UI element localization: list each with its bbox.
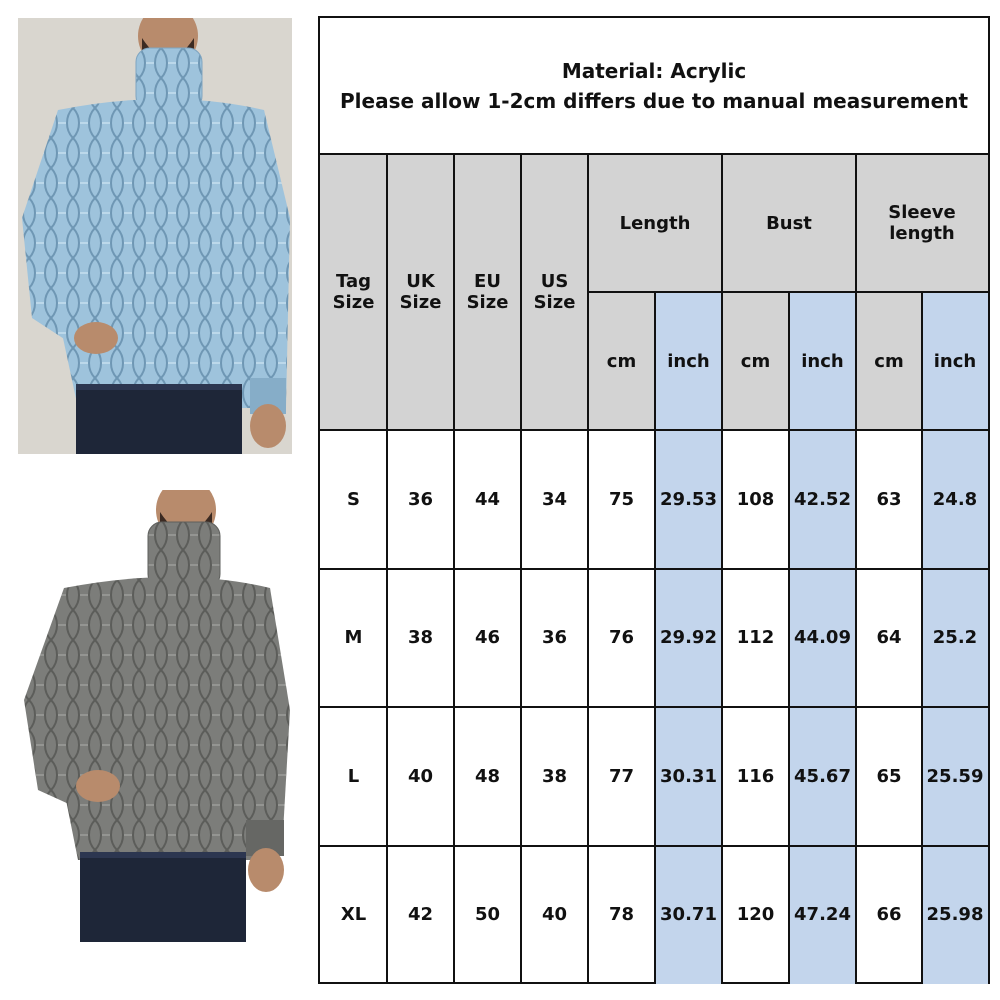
product-photos (0, 0, 318, 1000)
grid-line (921, 292, 923, 984)
cell-us-size: 34 (541, 488, 568, 510)
cell-us-size: 40 (541, 904, 568, 926)
cell-sleeve-inch: 25.2 (922, 569, 988, 708)
cell-tag-size: M (344, 627, 363, 649)
grid-line (453, 154, 455, 984)
size-chart (318, 16, 990, 984)
cell-bust-inch: 44.09 (789, 569, 856, 708)
cell-uk-size: 42 (407, 904, 434, 926)
header-length: Length (588, 154, 722, 292)
cell-tag-size: S (347, 488, 360, 510)
grid-line (788, 292, 790, 984)
cell-bust-cm: 116 (736, 765, 775, 787)
cell-length-inch: 30.71 (655, 846, 722, 985)
grid-line (654, 292, 656, 984)
header-bust: Bust (722, 154, 856, 292)
cell-sleeve-inch: 24.8 (922, 430, 988, 569)
light-blue-cable-knit-turtleneck-photo (18, 18, 292, 454)
material-line: Material: Acrylic (561, 59, 747, 83)
cell-length-cm: 78 (608, 904, 635, 926)
grid-line (520, 154, 522, 984)
grid-line (587, 154, 589, 984)
measurement-disclaimer: Please allow 1-2cm differs due to manual measurement (340, 89, 968, 113)
cell-uk-size: 40 (407, 765, 434, 787)
cell-length-cm: 77 (608, 765, 635, 787)
cell-eu-size: 48 (474, 765, 501, 787)
cell-sleeve-inch: 25.59 (922, 707, 988, 846)
cell-length-cm: 76 (608, 627, 635, 649)
cell-eu-size: 46 (474, 627, 501, 649)
header-bust-cm: cm (722, 292, 789, 430)
cell-bust-inch: 47.24 (789, 846, 856, 985)
grid-line (320, 153, 988, 155)
header-tag-size: Tag Size (320, 154, 387, 430)
header-sleeve-inch: inch (922, 292, 988, 430)
cell-length-inch: 29.53 (655, 430, 722, 569)
cell-uk-size: 36 (407, 488, 434, 510)
cell-bust-inch: 42.52 (789, 430, 856, 569)
cell-tag-size: L (347, 765, 360, 787)
header-sleeve-cm: cm (856, 292, 922, 430)
header-sleeve-length: Sleeve length (856, 154, 988, 292)
cell-bust-cm: 108 (736, 488, 775, 510)
header-length-inch: inch (655, 292, 722, 430)
cell-length-cm: 75 (608, 488, 635, 510)
cell-bust-cm: 112 (736, 627, 775, 649)
header-length-cm: cm (588, 292, 655, 430)
cell-sleeve-inch: 25.98 (922, 846, 988, 985)
grid-line (386, 154, 388, 984)
header-eu-size: EU Size (454, 154, 521, 430)
cell-sleeve-cm: 64 (876, 627, 902, 649)
grey-cable-knit-turtleneck-photo (18, 490, 292, 942)
cell-bust-inch: 45.67 (789, 707, 856, 846)
cell-bust-cm: 120 (736, 904, 775, 926)
header-bust-inch: inch (789, 292, 856, 430)
cell-us-size: 38 (541, 765, 568, 787)
cell-sleeve-cm: 66 (876, 904, 902, 926)
header-uk-size: UK Size (387, 154, 454, 430)
cell-sleeve-cm: 65 (876, 765, 902, 787)
cell-length-inch: 29.92 (655, 569, 722, 708)
header-us-size: US Size (521, 154, 588, 430)
grid-line (721, 154, 723, 984)
cell-us-size: 36 (541, 627, 568, 649)
cell-uk-size: 38 (407, 627, 434, 649)
material-note (320, 18, 988, 154)
size-table (320, 154, 988, 984)
cell-eu-size: 44 (474, 488, 501, 510)
cell-tag-size: XL (340, 904, 367, 926)
cell-eu-size: 50 (474, 904, 501, 926)
cell-sleeve-cm: 63 (876, 488, 902, 510)
grid-line (855, 154, 857, 984)
cell-length-inch: 30.31 (655, 707, 722, 846)
